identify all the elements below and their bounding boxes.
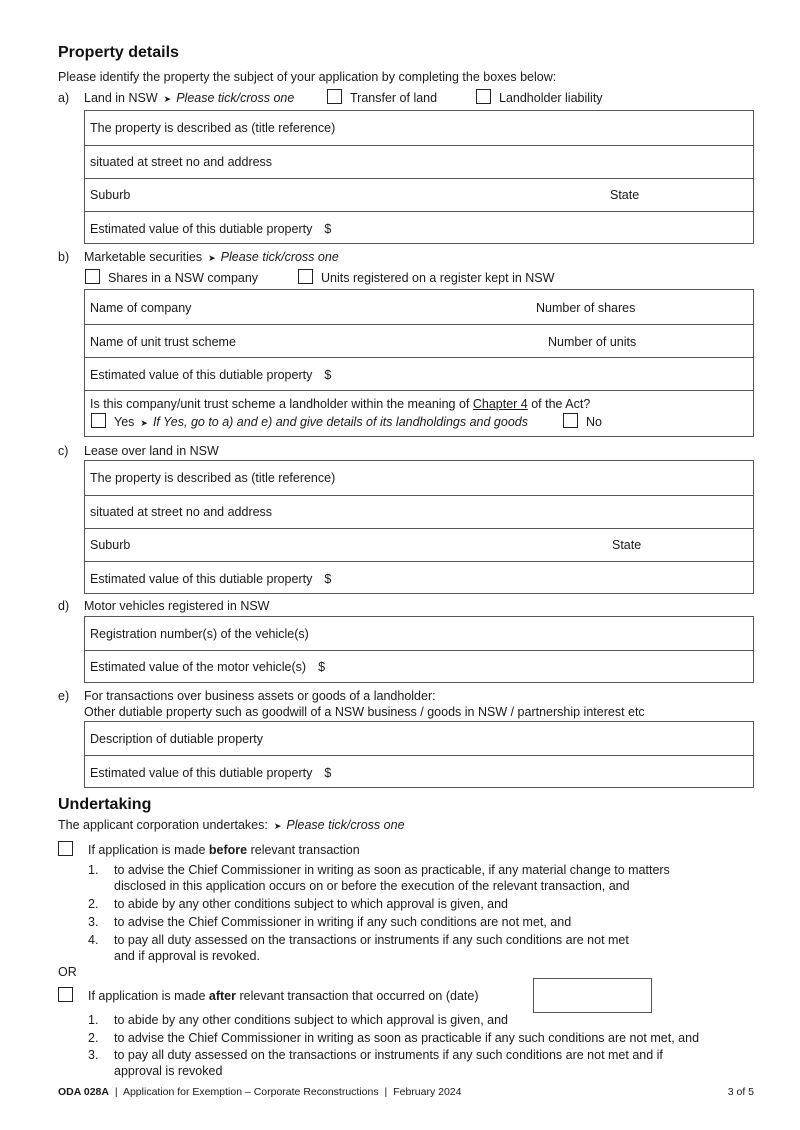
registration-field[interactable] bbox=[85, 617, 753, 650]
list1-item-line: to pay all duty assessed on the transactions or instruments if any such conditions are not met bbox=[114, 933, 629, 947]
list1-number: 1. bbox=[88, 863, 99, 877]
part-e-label-2: Other dutiable property such as goodwill of a NSW business / goods in NSW / partnership interest etc bbox=[84, 705, 645, 719]
dollar-sign: $ bbox=[324, 572, 332, 586]
value-label bbox=[90, 660, 325, 674]
opt2-post: relevant transaction that occurred on (date) bbox=[236, 989, 479, 1003]
dollar-sign: $ bbox=[324, 368, 332, 382]
list1-item-line: disclosed in this application occurs on or before the execution of the relevant transaction, and bbox=[114, 879, 630, 893]
list1-item-line: to abide by any other conditions subject to which approval is given, and bbox=[114, 897, 508, 911]
title-ref-label: The property is described as (title reference) bbox=[90, 121, 336, 135]
yes-checkbox[interactable] bbox=[91, 413, 106, 428]
trust-field[interactable] bbox=[85, 324, 753, 357]
landholder-question bbox=[85, 390, 753, 437]
transaction-date-field[interactable] bbox=[533, 978, 652, 1013]
list1-item-line: to advise the Chief Commissioner in writing as soon as practicable, if any material change to matters bbox=[114, 863, 670, 877]
undertaking-intro-line bbox=[58, 818, 405, 832]
shares-checkbox[interactable] bbox=[85, 269, 100, 284]
suburb-label: Suburb bbox=[90, 538, 131, 552]
list2-number: 2. bbox=[88, 1031, 99, 1045]
yes-label: Yes bbox=[114, 415, 135, 429]
opt1-bold: before bbox=[208, 843, 248, 857]
transfer-of-land-checkbox[interactable] bbox=[327, 89, 342, 104]
value-label bbox=[90, 572, 331, 586]
list2-item-line: to advise the Chief Commissioner in writing as soon as practicable if any such conditions are not met, and bbox=[114, 1031, 700, 1045]
part-a-label: Land in NSW bbox=[84, 91, 158, 105]
part-a-address-field[interactable] bbox=[85, 145, 753, 178]
company-field[interactable] bbox=[85, 290, 753, 324]
value-text: Estimated value of this dutiable property bbox=[90, 368, 313, 382]
list2-item-line: to pay all duty assessed on the transactions or instruments if any such conditions are not met and if bbox=[114, 1048, 663, 1062]
form-date: February 2024 bbox=[393, 1086, 462, 1098]
opt2-pre: If application is made bbox=[88, 989, 209, 1003]
company-label: Name of company bbox=[90, 301, 192, 315]
part-e-table bbox=[84, 721, 754, 788]
form-title: Application for Exemption – Corporate Reconstructions bbox=[122, 1086, 379, 1098]
part-a-hint: Please tick/cross one bbox=[176, 91, 295, 105]
page-footer bbox=[58, 1086, 461, 1098]
yes-label-group bbox=[114, 415, 528, 429]
before-transaction-checkbox[interactable] bbox=[58, 841, 73, 856]
part-c-letter: c) bbox=[58, 444, 69, 458]
part-d-letter: d) bbox=[58, 599, 70, 613]
section-title-undertaking: Undertaking bbox=[58, 796, 152, 813]
description-label: Description of dutiable property bbox=[90, 732, 264, 746]
no-checkbox[interactable] bbox=[563, 413, 578, 428]
landholder-question-text bbox=[90, 397, 590, 411]
part-c-suburb-field[interactable] bbox=[85, 528, 753, 561]
part-b-table bbox=[84, 289, 754, 437]
list1-number: 2. bbox=[88, 897, 99, 911]
arrow-icon: ➤ bbox=[273, 821, 282, 831]
address-label: situated at street no and address bbox=[90, 155, 273, 169]
list2-item-line: to abide by any other conditions subject to which approval is given, and bbox=[114, 1013, 508, 1027]
list1-number: 4. bbox=[88, 933, 99, 947]
part-d-value-field[interactable] bbox=[85, 650, 753, 683]
footer-separator: | bbox=[114, 1086, 118, 1098]
value-label bbox=[90, 368, 331, 382]
part-c-label: Lease over land in NSW bbox=[84, 444, 219, 458]
dollar-sign: $ bbox=[324, 222, 332, 236]
or-separator: OR bbox=[58, 965, 77, 979]
state-label: State bbox=[612, 538, 642, 552]
yes-hint: If Yes, go to a) and e) and give details of its landholdings and goods bbox=[152, 415, 528, 429]
part-d-table bbox=[84, 616, 754, 683]
units-count-label: Number of units bbox=[548, 335, 637, 349]
trust-label: Name of unit trust scheme bbox=[90, 335, 236, 349]
registration-label: Registration number(s) of the vehicle(s) bbox=[90, 627, 309, 641]
list2-number: 3. bbox=[88, 1048, 99, 1062]
section-title-property: Property details bbox=[58, 44, 179, 61]
part-b-heading bbox=[84, 250, 339, 264]
part-c-title-ref-field[interactable] bbox=[85, 461, 753, 495]
no-label: No bbox=[586, 415, 602, 429]
undertaking-intro: The applicant corporation undertakes: bbox=[58, 818, 268, 832]
list1-item-line: to advise the Chief Commissioner in writing if any such conditions are not met, and bbox=[114, 915, 572, 929]
chapter-4-link[interactable]: Chapter 4 bbox=[472, 397, 528, 411]
part-b-hint: Please tick/cross one bbox=[220, 250, 339, 264]
transfer-of-land-label: Transfer of land bbox=[350, 91, 438, 105]
part-c-value-field[interactable] bbox=[85, 561, 753, 594]
part-b-value-field[interactable] bbox=[85, 357, 753, 390]
opt1-pre: If application is made bbox=[88, 843, 209, 857]
question-post: of the Act? bbox=[527, 397, 591, 411]
after-transaction-label bbox=[88, 989, 479, 1003]
part-a-suburb-field[interactable] bbox=[85, 178, 753, 211]
suburb-label: Suburb bbox=[90, 188, 131, 202]
part-d-label: Motor vehicles registered in NSW bbox=[84, 599, 270, 613]
dollar-sign: $ bbox=[318, 660, 326, 674]
part-c-table bbox=[84, 460, 754, 594]
part-a-heading bbox=[84, 91, 294, 105]
part-a-value-field[interactable] bbox=[85, 211, 753, 244]
list2-number: 1. bbox=[88, 1013, 99, 1027]
list1-item-line: and if approval is revoked. bbox=[114, 949, 260, 963]
state-label: State bbox=[610, 188, 640, 202]
dollar-sign: $ bbox=[324, 766, 332, 780]
undertaking-hint: Please tick/cross one bbox=[286, 818, 405, 832]
landholder-liability-checkbox[interactable] bbox=[476, 89, 491, 104]
title-ref-label: The property is described as (title reference) bbox=[90, 471, 336, 485]
part-e-value-field[interactable] bbox=[85, 755, 753, 788]
form-code: ODA 028A bbox=[58, 1086, 109, 1098]
after-transaction-checkbox[interactable] bbox=[58, 987, 73, 1002]
value-text: Estimated value of this dutiable property bbox=[90, 222, 313, 236]
property-intro: Please identify the property the subject of your application by completing the boxes below: bbox=[58, 70, 557, 84]
address-label: situated at street no and address bbox=[90, 505, 273, 519]
part-c-address-field[interactable] bbox=[85, 495, 753, 528]
before-transaction-label bbox=[88, 843, 360, 857]
value-text: Estimated value of this dutiable property bbox=[90, 572, 313, 586]
shares-count-label: Number of shares bbox=[536, 301, 636, 315]
opt2-bold: after bbox=[208, 989, 236, 1003]
part-b-letter: b) bbox=[58, 250, 70, 264]
value-text: Estimated value of the motor vehicle(s) bbox=[90, 660, 307, 674]
part-e-label-1: For transactions over business assets or goods of a landholder: bbox=[84, 689, 436, 703]
list2-item-line: approval is revoked bbox=[114, 1064, 223, 1078]
shares-label: Shares in a NSW company bbox=[108, 271, 259, 285]
part-a-letter: a) bbox=[58, 91, 70, 105]
value-label bbox=[90, 766, 331, 780]
part-e-letter: e) bbox=[58, 689, 70, 703]
part-b-label: Marketable securities bbox=[84, 250, 203, 264]
part-a-table bbox=[84, 110, 754, 244]
footer-separator: | bbox=[384, 1086, 388, 1098]
description-field[interactable] bbox=[85, 722, 753, 755]
part-a-title-ref-field[interactable] bbox=[85, 111, 753, 145]
units-label: Units registered on a register kept in NSW bbox=[321, 271, 555, 285]
units-checkbox[interactable] bbox=[298, 269, 313, 284]
landholder-liability-label: Landholder liability bbox=[499, 91, 603, 105]
question-pre: Is this company/unit trust scheme a landholder within the meaning of bbox=[90, 397, 473, 411]
opt1-post: relevant transaction bbox=[247, 843, 360, 857]
value-label bbox=[90, 222, 331, 236]
list1-number: 3. bbox=[88, 915, 99, 929]
arrow-icon: ➤ bbox=[208, 253, 216, 263]
arrow-icon: ➤ bbox=[140, 418, 148, 428]
arrow-icon: ➤ bbox=[163, 94, 172, 104]
value-text: Estimated value of this dutiable property bbox=[90, 766, 313, 780]
page-number: 3 of 5 bbox=[727, 1086, 754, 1098]
